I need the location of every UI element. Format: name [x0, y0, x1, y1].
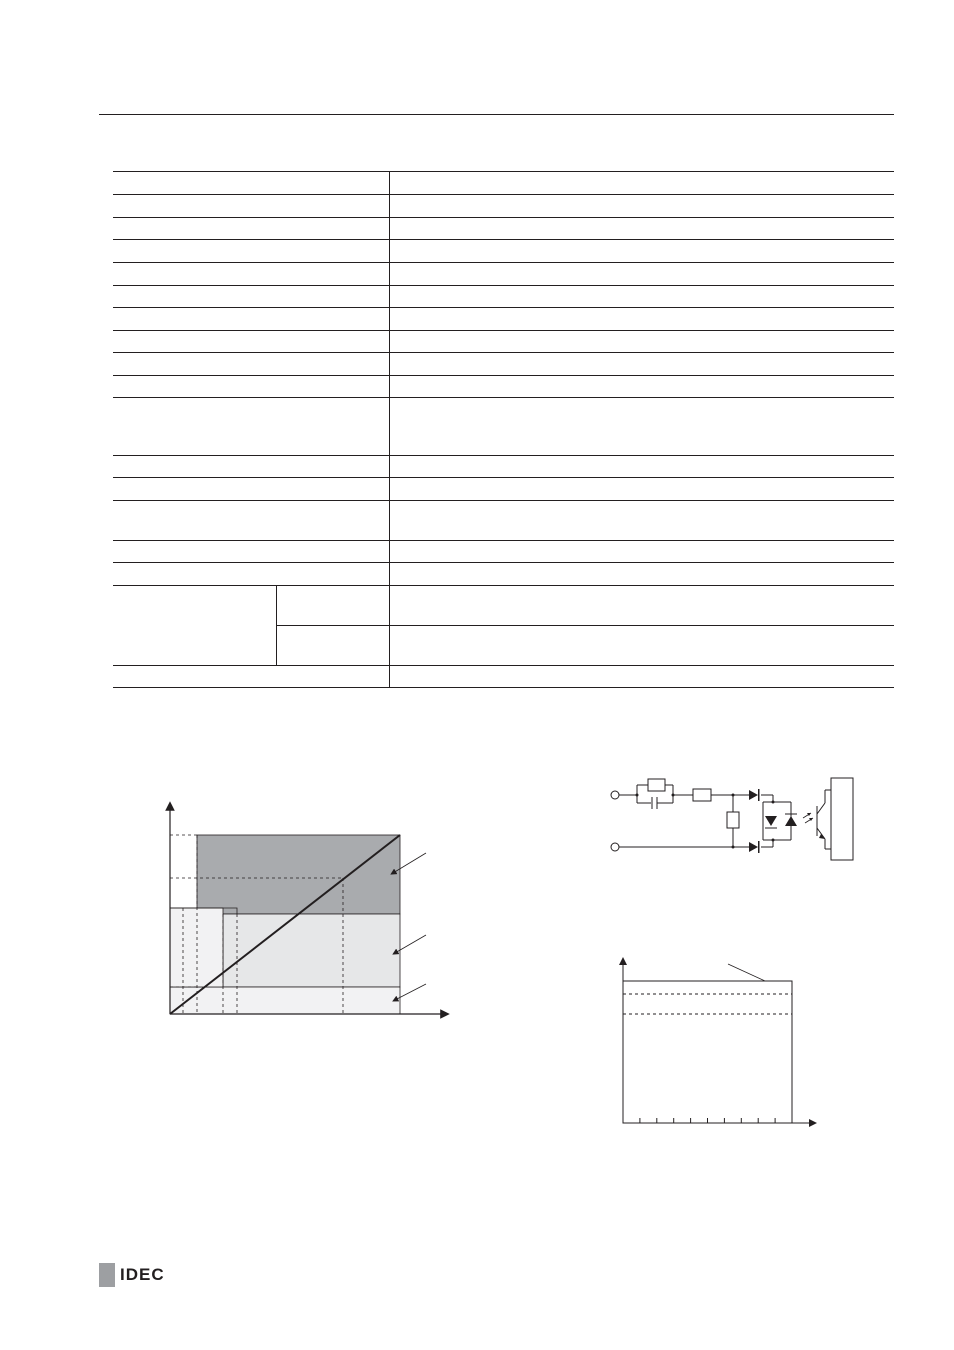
resistor-2	[693, 789, 711, 801]
zener-diode	[765, 816, 777, 826]
input-terminal-top	[611, 791, 619, 799]
resistor-1	[648, 779, 665, 791]
input-circuit-diagram	[605, 770, 860, 865]
spec-table	[113, 171, 894, 688]
logo-text: IDEC	[120, 1265, 165, 1284]
region-dark	[197, 835, 400, 914]
internal-circuit-box	[831, 778, 853, 860]
idec-logo	[99, 1263, 165, 1287]
region-mid	[223, 914, 400, 987]
derating-chart	[600, 955, 820, 1135]
diode-top	[749, 790, 758, 800]
diode-bottom	[749, 842, 758, 852]
derating-limit-box	[623, 981, 792, 1123]
resistor-3	[727, 812, 739, 828]
region-light	[170, 987, 400, 1014]
led	[785, 816, 797, 826]
region-left	[170, 908, 223, 987]
operating-range-chart	[150, 800, 450, 1022]
header-rule	[99, 114, 894, 115]
input-terminal-bottom	[611, 843, 619, 851]
logo-mark	[99, 1263, 115, 1287]
